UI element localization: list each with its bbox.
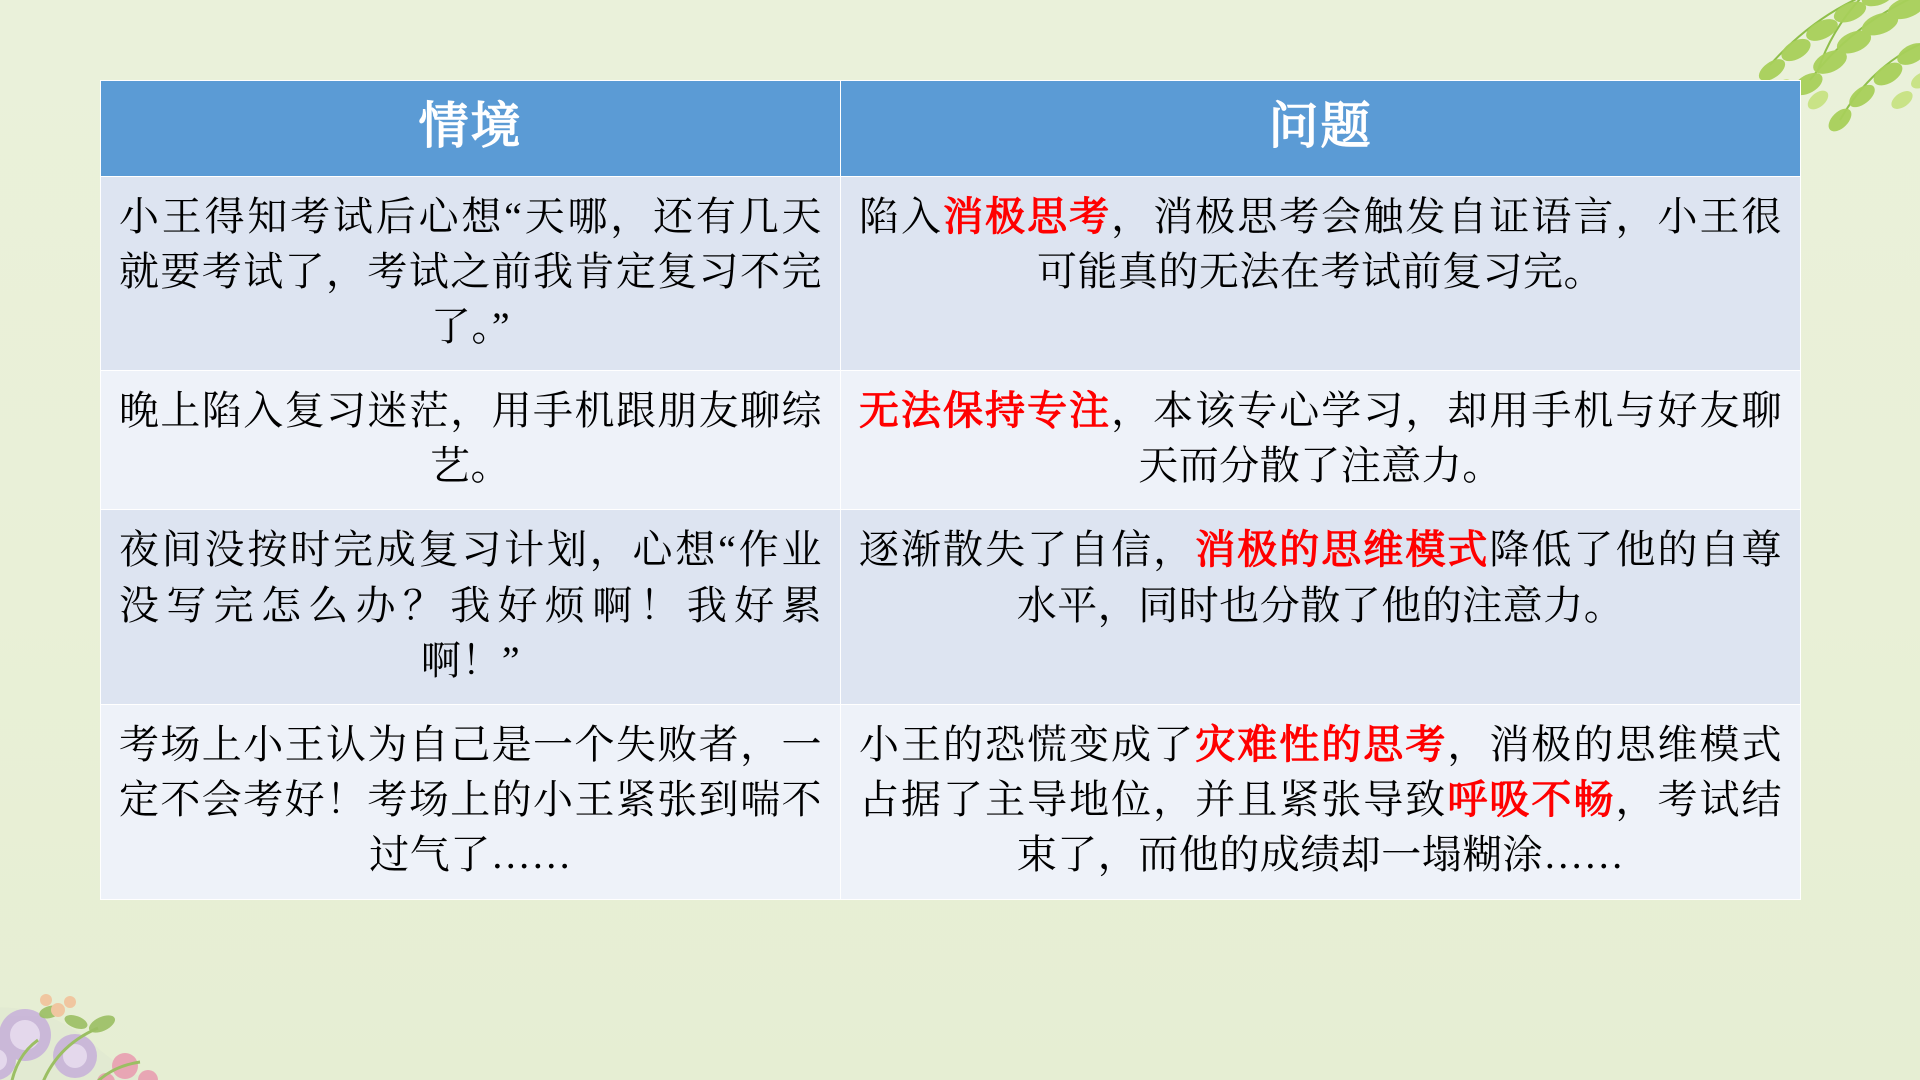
text-run: ，本该专心学习，却用手机与好友聊天而分散了注意力。 xyxy=(1111,388,1783,489)
cell-problem xyxy=(841,371,1801,510)
table-row xyxy=(101,705,1801,900)
cell-problem xyxy=(841,176,1801,371)
highlighted-term: 消极的思维模式 xyxy=(1195,527,1490,573)
table-row xyxy=(101,176,1801,371)
table-body xyxy=(101,176,1801,899)
situation-problem-table-container xyxy=(100,80,1800,900)
text-run: 降低了他的自尊水平，同时也分散了他的注意力。 xyxy=(1016,527,1783,628)
text-run: ，考试结束了，而他的成绩却一塌糊涂…… xyxy=(1016,777,1783,878)
text-run: 逐渐散失了自信， xyxy=(859,527,1196,573)
cell-situation: 小王得知考试后心想“天哪，还有几天就要考试了，考试之前我肯定复习不完了。” xyxy=(101,176,841,371)
cell-problem xyxy=(841,705,1801,900)
text-run: ，消极的思维模式占据了主导地位，并且紧张导致 xyxy=(859,722,1783,823)
situation-problem-table xyxy=(100,80,1801,900)
highlighted-term: 无法保持专注 xyxy=(859,388,1112,434)
column-header-problem: 问题 xyxy=(841,81,1801,177)
cell-problem xyxy=(841,510,1801,705)
table-row xyxy=(101,510,1801,705)
cell-situation: 考场上小王认为自己是一个失败者，一定不会考好！考场上的小王紧张到喘不过气了…… xyxy=(101,705,841,900)
highlighted-term: 呼吸不畅 xyxy=(1447,777,1616,823)
cell-situation: 夜间没按时完成复习计划，心想“作业没写完怎么办？我好烦啊！我好累啊！” xyxy=(101,510,841,705)
table-header-row xyxy=(101,81,1801,177)
cell-situation: 晚上陷入复习迷茫，用手机跟朋友聊综艺。 xyxy=(101,371,841,510)
column-header-situation: 情境 xyxy=(101,81,841,177)
text-run: 陷入 xyxy=(859,193,944,239)
table-row xyxy=(101,371,1801,510)
highlighted-term: 消极思考 xyxy=(943,193,1112,239)
text-run: 小王的恐慌变成了 xyxy=(859,722,1196,767)
highlighted-term: 灾难性的思考 xyxy=(1195,722,1448,767)
text-run: ，消极思考会触发自证语言，小王很可能真的无法在考试前复习完。 xyxy=(1037,193,1783,294)
